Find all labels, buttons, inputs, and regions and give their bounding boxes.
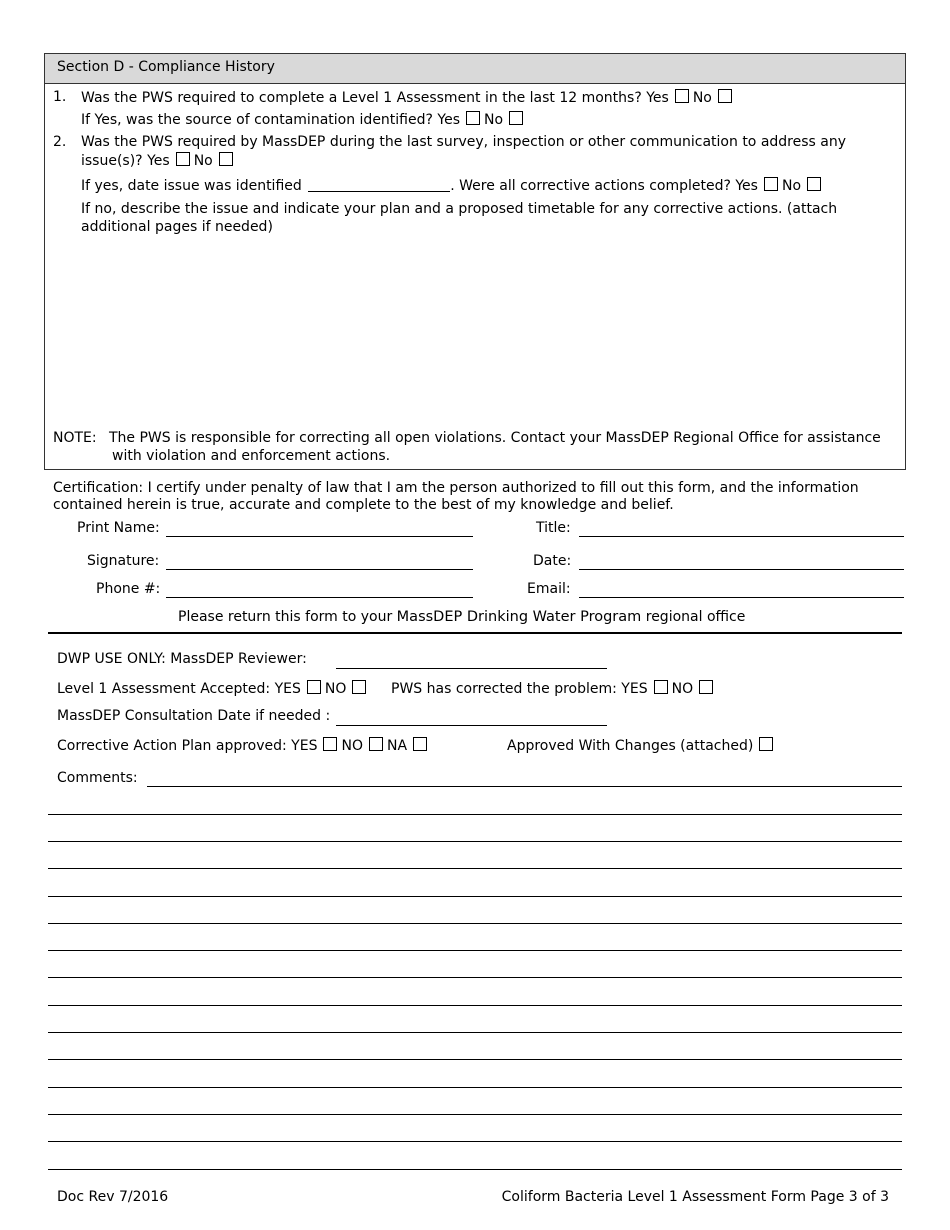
section-divider (48, 632, 902, 634)
title-label: Title: (536, 520, 571, 536)
comment-line[interactable] (48, 1032, 902, 1033)
question-1-yes-label: Yes (646, 90, 669, 106)
question-1-no-checkbox[interactable] (718, 89, 732, 103)
question-1-sub (81, 111, 527, 128)
comment-line[interactable] (48, 896, 902, 897)
date-field[interactable] (579, 569, 904, 570)
email-field[interactable] (579, 597, 904, 598)
question-2-line2 (81, 152, 237, 169)
corrective-yes-checkbox[interactable] (764, 177, 778, 191)
note-label: NOTE: (53, 430, 97, 446)
question-2-text-end: issue(s)? (81, 153, 143, 169)
question-1-sub-no-checkbox[interactable] (509, 111, 523, 125)
question-1-no-label: No (692, 90, 712, 106)
question-2-no-checkbox[interactable] (219, 152, 233, 166)
phone-label: Phone #: (96, 581, 161, 597)
problem-corrected-yes-checkbox[interactable] (654, 680, 668, 694)
consultation-date-field[interactable] (336, 725, 607, 726)
corrective-yes-label: Yes (735, 178, 758, 194)
signature-field[interactable] (166, 569, 473, 570)
question-1-sub-no-label: No (484, 112, 504, 128)
consultation-date-label: MassDEP Consultation Date if needed : (57, 708, 331, 724)
return-instructions (178, 609, 745, 625)
approved-changes-checkbox[interactable] (759, 737, 773, 751)
certification-text-line1: Certification: I certify under penalty of law that I am the person authorized to fill out this form, and the information (53, 480, 859, 496)
comment-line[interactable] (48, 1059, 902, 1060)
plan-approved-row (57, 737, 431, 754)
return-text-start: Please return this form to your (178, 609, 397, 625)
problem-corrected-no-checkbox[interactable] (699, 680, 713, 694)
email-label: Email: (527, 581, 571, 597)
comment-line[interactable] (48, 950, 902, 951)
assessment-accepted-row (57, 680, 370, 697)
comments-field[interactable] (147, 786, 902, 787)
comment-line[interactable] (48, 868, 902, 869)
question-2-yes-label: Yes (147, 153, 170, 169)
reviewer-field[interactable] (336, 668, 607, 669)
reviewer-label: DWP USE ONLY: MassDEP Reviewer: (57, 651, 307, 667)
print-name-label: Print Name: (77, 520, 160, 536)
plan-approved-no-checkbox[interactable] (369, 737, 383, 751)
phone-field[interactable] (166, 597, 473, 598)
assessment-accepted-no-checkbox[interactable] (352, 680, 366, 694)
question-1-text: Was the PWS required to complete a Level 1 Assessment in the last 12 months? (81, 90, 642, 106)
title-field[interactable] (579, 536, 904, 537)
date-identified-field[interactable] (308, 177, 450, 192)
print-name-field[interactable] (166, 536, 473, 537)
doc-revision: Doc Rev 7/2016 (57, 1189, 169, 1205)
question-2-no-label: No (193, 153, 213, 169)
question-2-date-row (81, 177, 825, 194)
comments-label: Comments: (57, 770, 138, 786)
section-d-title: Section D - Compliance History (57, 59, 275, 75)
return-text-end: regional office (641, 609, 746, 625)
comment-line[interactable] (48, 814, 902, 815)
problem-corrected-no-label: NO (671, 681, 694, 697)
plan-approved-yes-checkbox[interactable] (323, 737, 337, 751)
issue-description-area[interactable] (81, 239, 891, 429)
question-2-text: Was the PWS required by MassDEP during the last survey, inspection or other communication to address any (81, 134, 847, 150)
problem-corrected-label: PWS has corrected the problem: YES (391, 681, 648, 697)
problem-corrected-row (391, 680, 717, 697)
question-1 (81, 89, 736, 106)
comment-line[interactable] (48, 1005, 902, 1006)
note-text-line2: with violation and enforcement actions. (112, 448, 391, 464)
plan-approved-label: Corrective Action Plan approved: YES (57, 738, 318, 754)
note-text-line1: The PWS is responsible for correcting all open violations. Contact your MassDEP Regional Office for assistance (109, 430, 881, 446)
issue-description-instructions: If no, describe the issue and indicate your plan and a proposed timetable for any corrective actions. (attach additional pages if needed) (81, 201, 838, 235)
comment-line[interactable] (48, 977, 902, 978)
plan-approved-na-label: NA (386, 738, 408, 754)
form-page-info: Coliform Bacteria Level 1 Assessment Form Page 3 of 3 (501, 1189, 889, 1205)
signature-label: Signature: (87, 553, 160, 569)
question-1-sub-yes-checkbox[interactable] (466, 111, 480, 125)
plan-approved-no-label: NO (341, 738, 363, 754)
comment-line[interactable] (48, 1114, 902, 1115)
question-1-sub-yes-label: Yes (437, 112, 460, 128)
comment-line[interactable] (48, 841, 902, 842)
comment-line[interactable] (48, 1169, 902, 1170)
certification-text-line2: contained herein is true, accurate and complete to the best of my knowledge and belief. (53, 497, 674, 513)
approved-changes-label: Approved With Changes (attached) (507, 738, 754, 754)
assessment-accepted-yes-checkbox[interactable] (307, 680, 321, 694)
question-2-yes-checkbox[interactable] (176, 152, 190, 166)
question-1-number: 1. (53, 89, 67, 105)
return-program-name: MassDEP Drinking Water Program (396, 609, 642, 625)
question-1-yes-checkbox[interactable] (675, 89, 689, 103)
assessment-accepted-no-label: NO (324, 681, 347, 697)
corrective-no-checkbox[interactable] (807, 177, 821, 191)
approved-changes-row (507, 737, 777, 754)
question-1-sub-text: If Yes, was the source of contamination identified? (81, 112, 433, 128)
section-d-box (44, 53, 906, 470)
question-2-number: 2. (53, 134, 67, 150)
assessment-accepted-label: Level 1 Assessment Accepted: YES (57, 681, 301, 697)
date-identified-label: If yes, date issue was identified (81, 178, 302, 194)
corrective-no-label: No (781, 178, 802, 194)
section-d-header (45, 54, 905, 84)
plan-approved-na-checkbox[interactable] (413, 737, 427, 751)
comment-line[interactable] (48, 1087, 902, 1088)
comment-line[interactable] (48, 923, 902, 924)
comment-line[interactable] (48, 1141, 902, 1142)
corrective-actions-label: . Were all corrective actions completed? (450, 178, 731, 194)
date-label: Date: (533, 553, 572, 569)
